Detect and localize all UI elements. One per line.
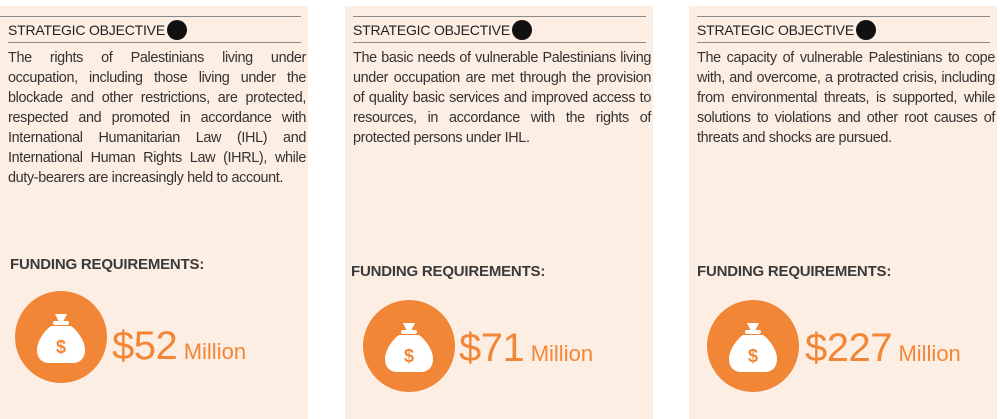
svg-text:$: $ bbox=[747, 346, 759, 366]
money-bag-icon bbox=[707, 300, 799, 392]
divider bbox=[0, 16, 301, 17]
money-bag-icon bbox=[15, 291, 107, 383]
divider bbox=[353, 16, 646, 17]
divider bbox=[8, 42, 301, 43]
funding-amount bbox=[112, 324, 246, 369]
heading-label: STRATEGIC OBJECTIVE bbox=[8, 22, 165, 38]
amount-value: $71 bbox=[459, 326, 525, 370]
divider bbox=[353, 42, 646, 43]
heading-label: STRATEGIC OBJECTIVE bbox=[697, 22, 854, 38]
money-bag-icon bbox=[363, 300, 455, 392]
bullet-dot-icon bbox=[167, 20, 187, 40]
amount-unit: Million bbox=[898, 341, 961, 366]
money-bag-svg bbox=[707, 300, 799, 392]
funding-label: FUNDING REQUIREMENTS: bbox=[351, 263, 546, 280]
objective-card-1 bbox=[0, 6, 308, 419]
svg-text:$: $ bbox=[403, 346, 415, 366]
objective-text: The capacity of vulnerable Palestinians to cope with, and overcome, a protracted crisis, including from environmental threats, is supported, while solutions to violations and other root causes of threats and shocks are pursued. bbox=[697, 50, 995, 146]
divider bbox=[697, 16, 990, 17]
objective-text: The basic needs of vulnerable Palestinians living under occupation are met through the provision of quality basic services and improved access to resources, in accordance with the rights of protected persons under IHL. bbox=[353, 50, 651, 146]
amount-unit: Million bbox=[183, 339, 247, 364]
amount-value: $52 bbox=[112, 324, 178, 368]
divider bbox=[697, 42, 990, 43]
funding-label: FUNDING REQUIREMENTS: bbox=[697, 263, 892, 280]
money-bag-svg bbox=[15, 291, 107, 383]
heading-label: STRATEGIC OBJECTIVE bbox=[353, 22, 510, 38]
objective-text: The rights of Palestinians living under occupation, including those living under the blockade and other restrictions, are protected, respected and promoted in accordance with International Humanitarian Law (IHL) and International Human Rights Law (IHRL), while duty-bearers are increasingly held to account. bbox=[8, 50, 306, 186]
bullet-dot-icon bbox=[512, 20, 532, 40]
funding-amount bbox=[805, 326, 961, 371]
card-heading bbox=[353, 20, 532, 40]
objective-card-2 bbox=[345, 6, 653, 419]
money-bag-svg bbox=[363, 300, 455, 392]
bullet-dot-icon bbox=[856, 20, 876, 40]
funding-label: FUNDING REQUIREMENTS: bbox=[10, 256, 205, 273]
funding-amount bbox=[459, 326, 593, 371]
amount-value: $227 bbox=[805, 326, 892, 370]
amount-unit: Million bbox=[530, 341, 594, 366]
card-heading bbox=[697, 20, 876, 40]
svg-text:$: $ bbox=[55, 337, 67, 357]
objective-card-3 bbox=[689, 6, 997, 419]
card-heading bbox=[8, 20, 187, 40]
